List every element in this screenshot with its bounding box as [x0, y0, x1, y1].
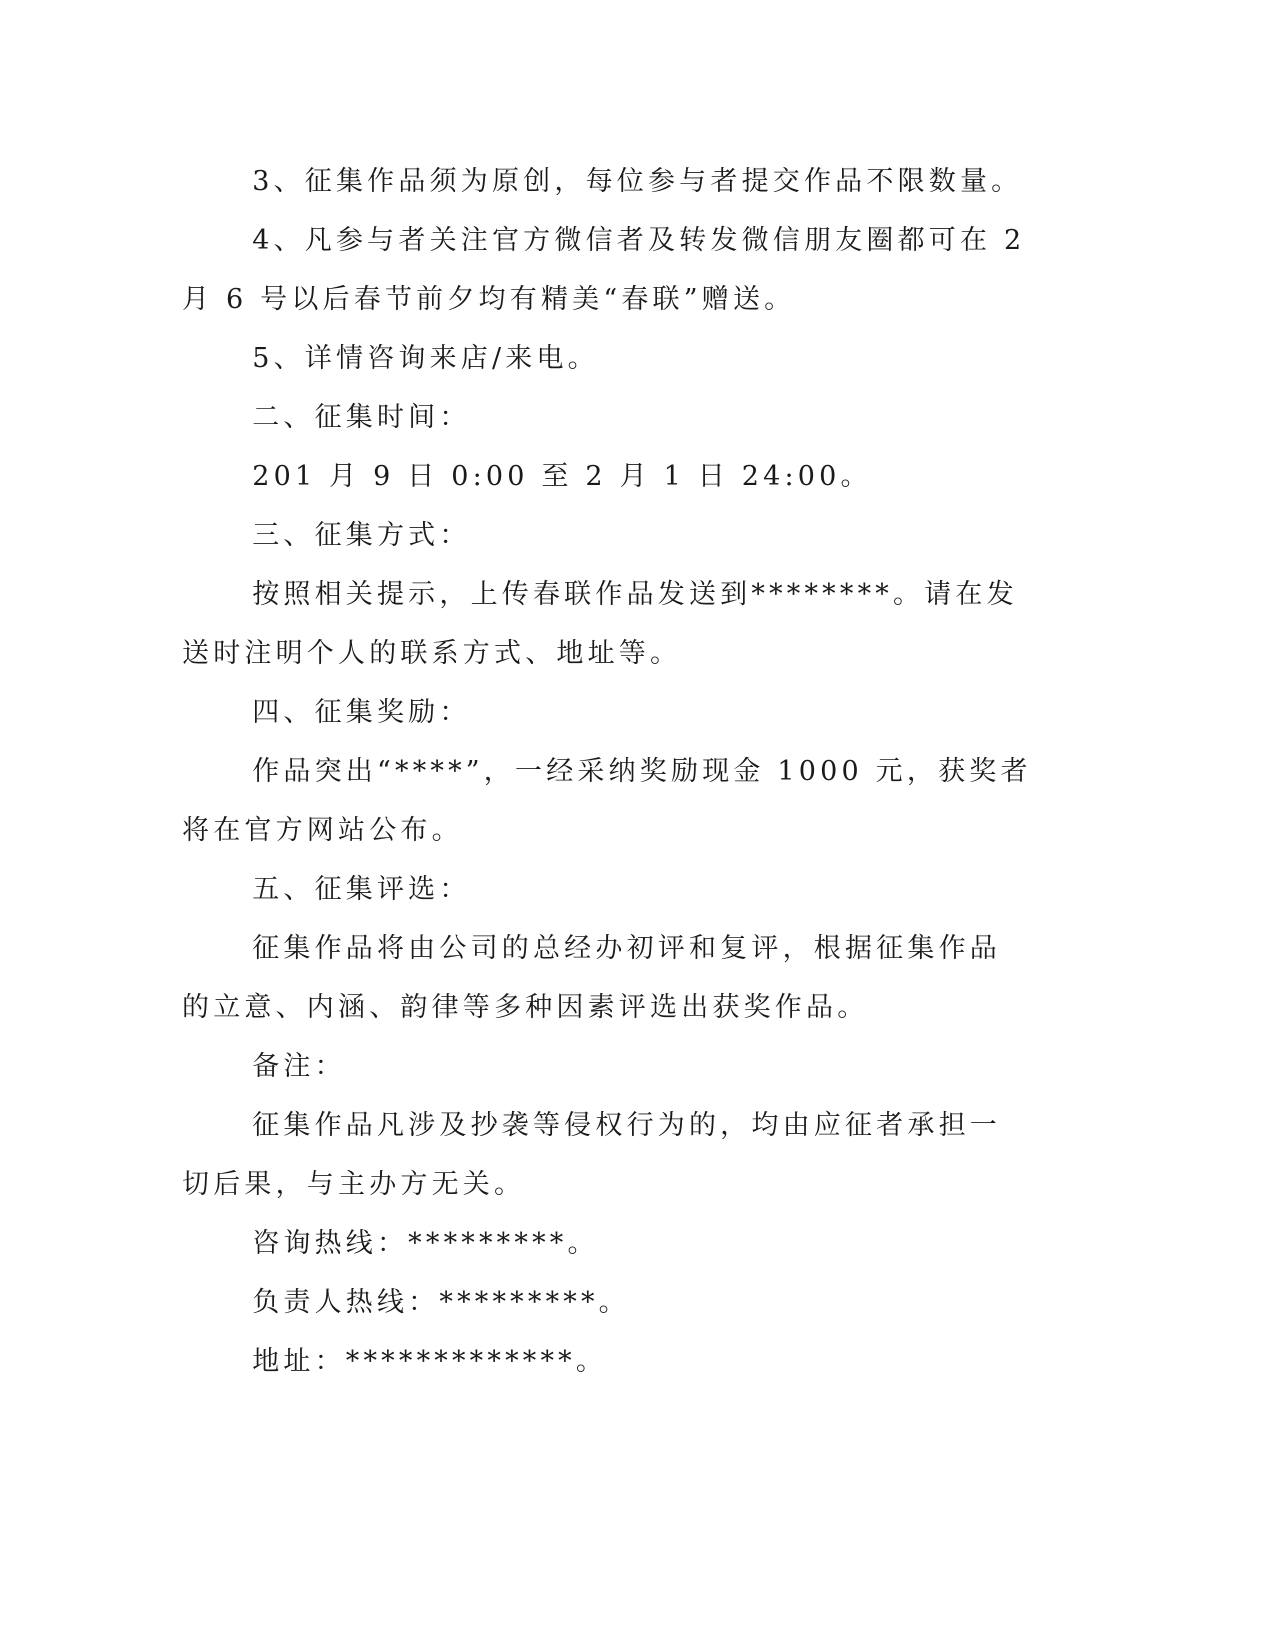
- paragraph-time-range: 201 月 9 日 0:00 至 2 月 1 日 24:00。: [252, 461, 872, 492]
- hotline-line: 咨询热线：*********。: [252, 1228, 599, 1259]
- paragraph-rule-3: 3、征集作品须为原创，每位参与者提交作品不限数量。: [252, 166, 1023, 197]
- document-body: [182, 152, 1032, 1391]
- manager-hotline-line: 负责人热线：*********。: [252, 1287, 630, 1318]
- paragraph-selection: 征集作品将由公司的总经办初评和复评，根据征集作品的立意、内涵、韵律等多种因素评选出获奖作品。: [182, 933, 1001, 1023]
- paragraph-reward: 作品突出“****”，一经采纳奖励现金 1000 元，获奖者将在官方网站公布。: [182, 756, 1032, 846]
- note-heading: 备注：: [252, 1051, 346, 1082]
- paragraph-rule-4: 4、凡参与者关注官方微信者及转发微信朋友圈都可在 2 月 6 号以后春节前夕均有精美“春联”赠送。: [182, 225, 1026, 315]
- paragraph-note: 征集作品凡涉及抄袭等侵权行为的，均由应征者承担一切后果，与主办方无关。: [182, 1110, 1001, 1200]
- address-line: 地址：*************。: [252, 1346, 608, 1377]
- section-heading-selection: 五、征集评选：: [252, 874, 471, 905]
- paragraph-method: 按照相关提示，上传春联作品发送到********。请在发送时注明个人的联系方式、地址等。: [182, 579, 1018, 669]
- paragraph-rule-5: 5、详情咨询来店/来电。: [252, 343, 599, 374]
- section-heading-reward: 四、征集奖励：: [252, 697, 471, 728]
- section-heading-time: 二、征集时间：: [252, 402, 471, 433]
- section-heading-method: 三、征集方式：: [252, 520, 471, 551]
